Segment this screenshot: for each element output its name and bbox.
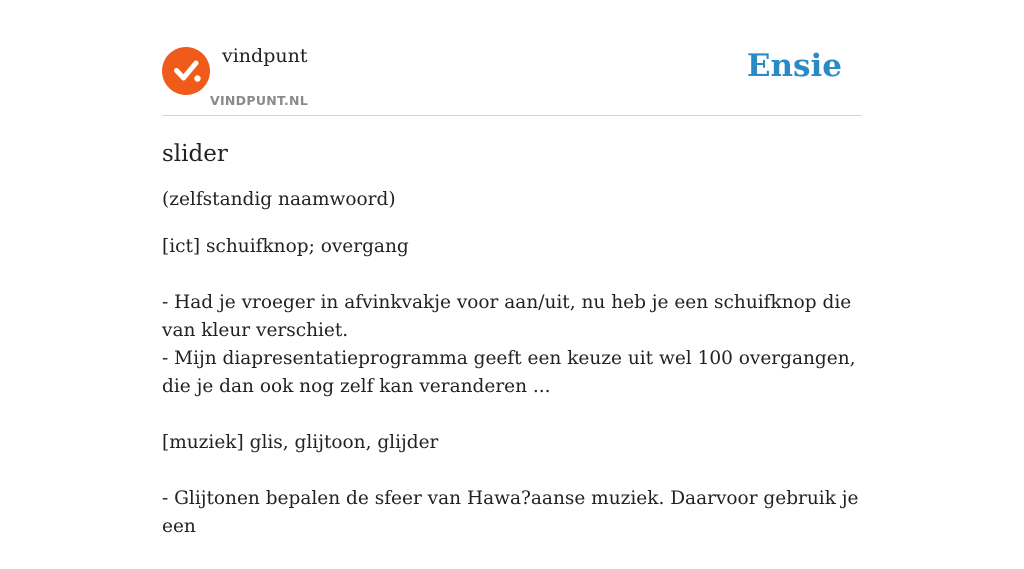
definition-sense-ict: [ict] schuifknop; overgang — [162, 236, 409, 257]
part-of-speech: (zelfstandig naamwoord) — [162, 189, 396, 210]
definition-sense-muziek: [muziek] glis, glijtoon, glijder — [162, 432, 439, 453]
entry-term: slider — [162, 141, 228, 167]
entry-content — [162, 138, 867, 569]
brand-logo[interactable]: Ensie — [746, 48, 842, 84]
author-domain[interactable]: VINDPUNT.NL — [210, 93, 309, 108]
checkmark-icon — [162, 47, 210, 95]
author-avatar[interactable] — [162, 47, 210, 95]
examples-ict — [162, 289, 867, 401]
author-name[interactable]: vindpunt — [222, 45, 308, 67]
header — [162, 0, 862, 116]
example-line: - Had je vroeger in afvinkvakje voor aan/uit, nu heb je een schuifknop die van kleur verschiet. — [162, 292, 852, 341]
example-line: - Glijtonen bepalen de sfeer van Hawa?aanse muziek. Daarvoor gebruik je een — [162, 488, 859, 537]
example-line: - Mijn diapresentatieprogramma geeft een keuze uit wel 100 overgangen, die je dan ook nog zelf kan veranderen ... — [162, 348, 856, 397]
examples-muziek — [162, 485, 867, 541]
